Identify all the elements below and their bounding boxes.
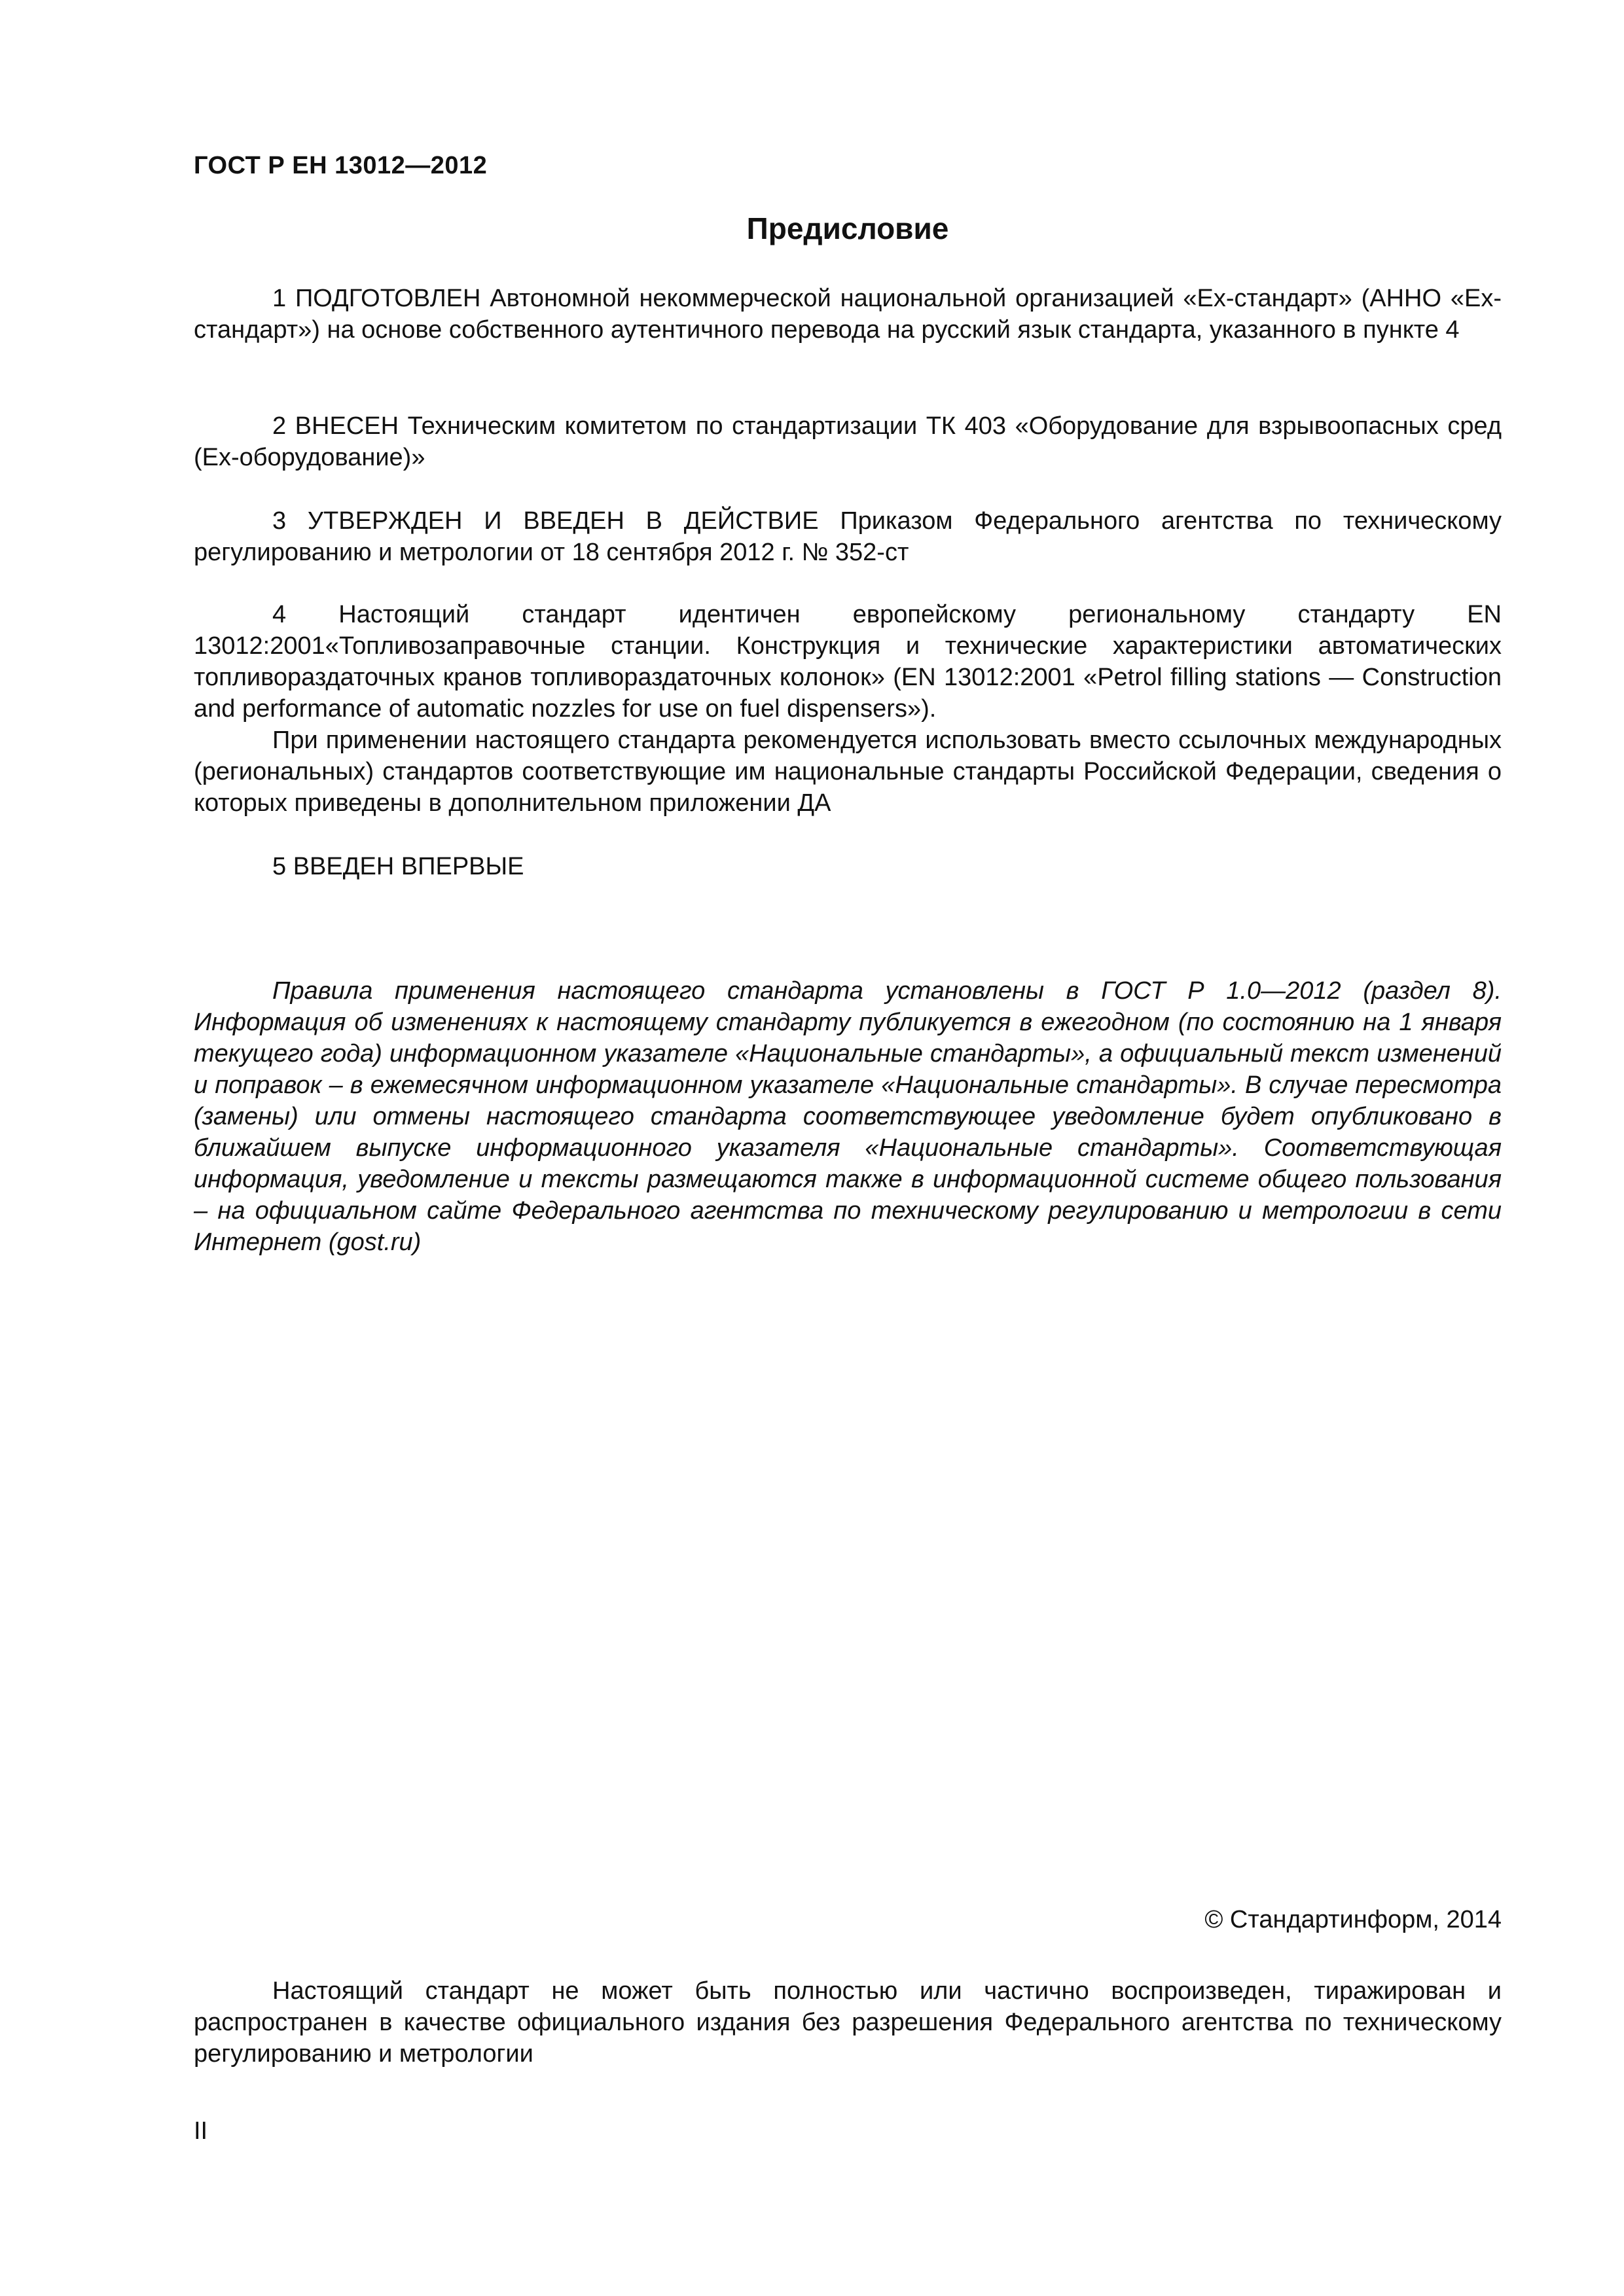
foreword-item-2	[194, 410, 1502, 473]
foreword-item-4-note: При применении настоящего стандарта рекомендуется использовать вместо ссылочных международных (региональных) стандартов соответствующие им национальные стандарты Российской Федерации, сведения о которых приведены в дополнительном приложении ДА	[194, 726, 1502, 817]
copyright-line: © Стандартинформ, 2014	[1204, 1906, 1502, 1933]
foreword-item-1	[194, 283, 1502, 346]
page-number: II	[194, 2117, 208, 2145]
foreword-item-1-text: 1 ПОДГОТОВЛЕН Автономной некоммерческой национальной организацией «Ех-стандарт» (АННО «Ех-стандарт») на основе собственного аутентичного перевода на русский язык стандарта, указанного в пункте 4	[194, 285, 1502, 344]
rules-notice-text: Правила применения настоящего стандарта установлены в ГОСТ Р 1.0—2012 (раздел 8). Информация об изменениях к настоящему стандарту публикуется в ежегодном (по состоянию на 1 января текущего года) информационном указателе «Национальные стандарты», а официальный текст изменений и поправок – в ежемесячном информационном указателе «Национальные стандарты». В случае пересмотра (замены) или отмены настоящего стандарта соответствующее уведомление будет опубликовано в ближайшем выпуске информационного указателя «Национальные стандарты». Соответствующая информация, уведомление и тексты размещаются также в информационной системе общего пользования – на официальном сайте Федерального агентства по техническому регулированию и метрологии в сети Интернет (gost.ru)	[194, 977, 1502, 1256]
page-title: Предисловие	[746, 211, 949, 245]
standard-code-header: ГОСТ Р ЕН 13012—2012	[194, 152, 488, 179]
foreword-item-2-text: 2 ВНЕСЕН Техническим комитетом по стандартизации ТК 403 «Оборудование для взрывоопасных сред (Ех-оборудование)»	[194, 412, 1502, 471]
foreword-item-4	[194, 599, 1502, 819]
foreword-item-4-text: 4 Настоящий стандарт идентичен европейскому региональному стандарту EN 13012:2001«Топливозаправочные станции. Конструкция и технические характеристики автоматических топливораздаточных кранов топливораздаточных колонок» (EN 13012:2001 «Petrol filling stations — Construction and performance of automatic nozzles for use on fuel dispensers»).	[194, 601, 1502, 723]
foreword-item-3-text: 3 УТВЕРЖДЕН И ВВЕДЕН В ДЕЙСТВИЕ Приказом Федерального агентства по техническому регулированию и метрологии от 18 сентября 2012 г. № 352-ст	[194, 507, 1502, 566]
foreword-item-3	[194, 505, 1502, 568]
reproduction-notice-text: Настоящий стандарт не может быть полностью или частично воспроизведен, тиражирован и распространен в качестве официального издания без разрешения Федерального агентства по техническому регулированию и метрологии	[194, 1977, 1502, 2068]
foreword-item-5	[194, 851, 1502, 882]
foreword-item-5-text: 5 ВВЕДЕН ВПЕРВЫЕ	[272, 853, 524, 880]
rules-notice	[194, 975, 1502, 1258]
reproduction-notice	[194, 1975, 1502, 2070]
